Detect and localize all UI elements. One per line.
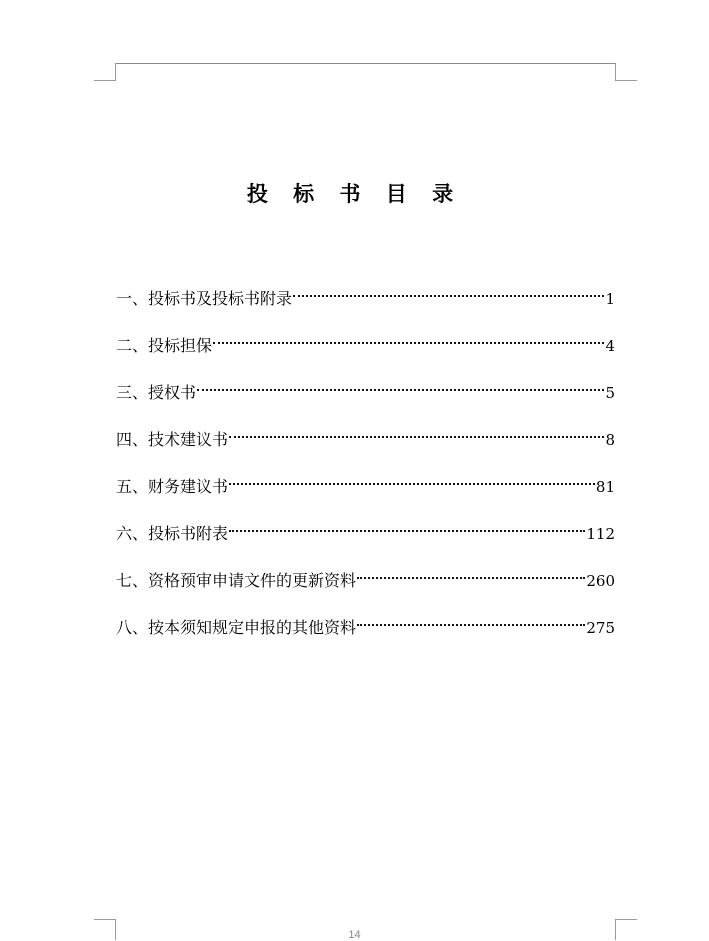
toc-entry[interactable] [116,325,615,372]
toc-entry-page: 275 [586,619,615,637]
toc-entry[interactable] [116,419,615,466]
toc-leader-dots [229,419,604,445]
toc-entry[interactable] [116,278,615,325]
toc-entry-label: 五、财务建议书 [116,477,229,496]
toc-entry-label: 四、技术建议书 [116,430,229,449]
toc-leader-dots [229,513,585,539]
crop-mark-top-left [94,63,116,81]
toc-entry-label: 二、投标担保 [116,336,213,355]
toc-leader-dots [357,607,585,633]
header-rule [116,63,615,64]
crop-mark-top-right [615,63,637,81]
toc-entry-page: 8 [605,431,615,449]
toc-entry-page: 1 [605,290,615,308]
toc-leader-dots [229,466,595,492]
toc-entry-page: 81 [595,478,615,496]
toc-entry[interactable] [116,607,615,654]
toc-entry-label: 七、资格预审申请文件的更新资料 [116,571,357,590]
document-title: 投 标 书 目 录 [246,182,463,206]
toc-entry-label: 六、投标书附表 [116,524,229,543]
toc-entry[interactable] [116,513,615,560]
toc-entry-page: 4 [605,337,615,355]
toc-leader-dots [357,560,585,586]
toc-entry-page: 5 [605,384,615,402]
toc-entry[interactable] [116,466,615,513]
toc-entry[interactable] [116,372,615,419]
toc-leader-dots [197,372,604,398]
toc-entry-page: 112 [586,525,615,543]
page-number: 14 [348,929,361,941]
toc-entry-label: 一、投标书及投标书附录 [116,289,293,308]
toc-entry-label: 三、授权书 [116,383,197,402]
toc-entry[interactable] [116,560,615,607]
toc-leader-dots [293,278,604,304]
toc-entry-page: 260 [586,572,615,590]
toc-leader-dots [213,325,604,351]
table-of-contents [116,278,615,654]
toc-entry-label: 八、按本须知规定申报的其他资料 [116,618,357,637]
